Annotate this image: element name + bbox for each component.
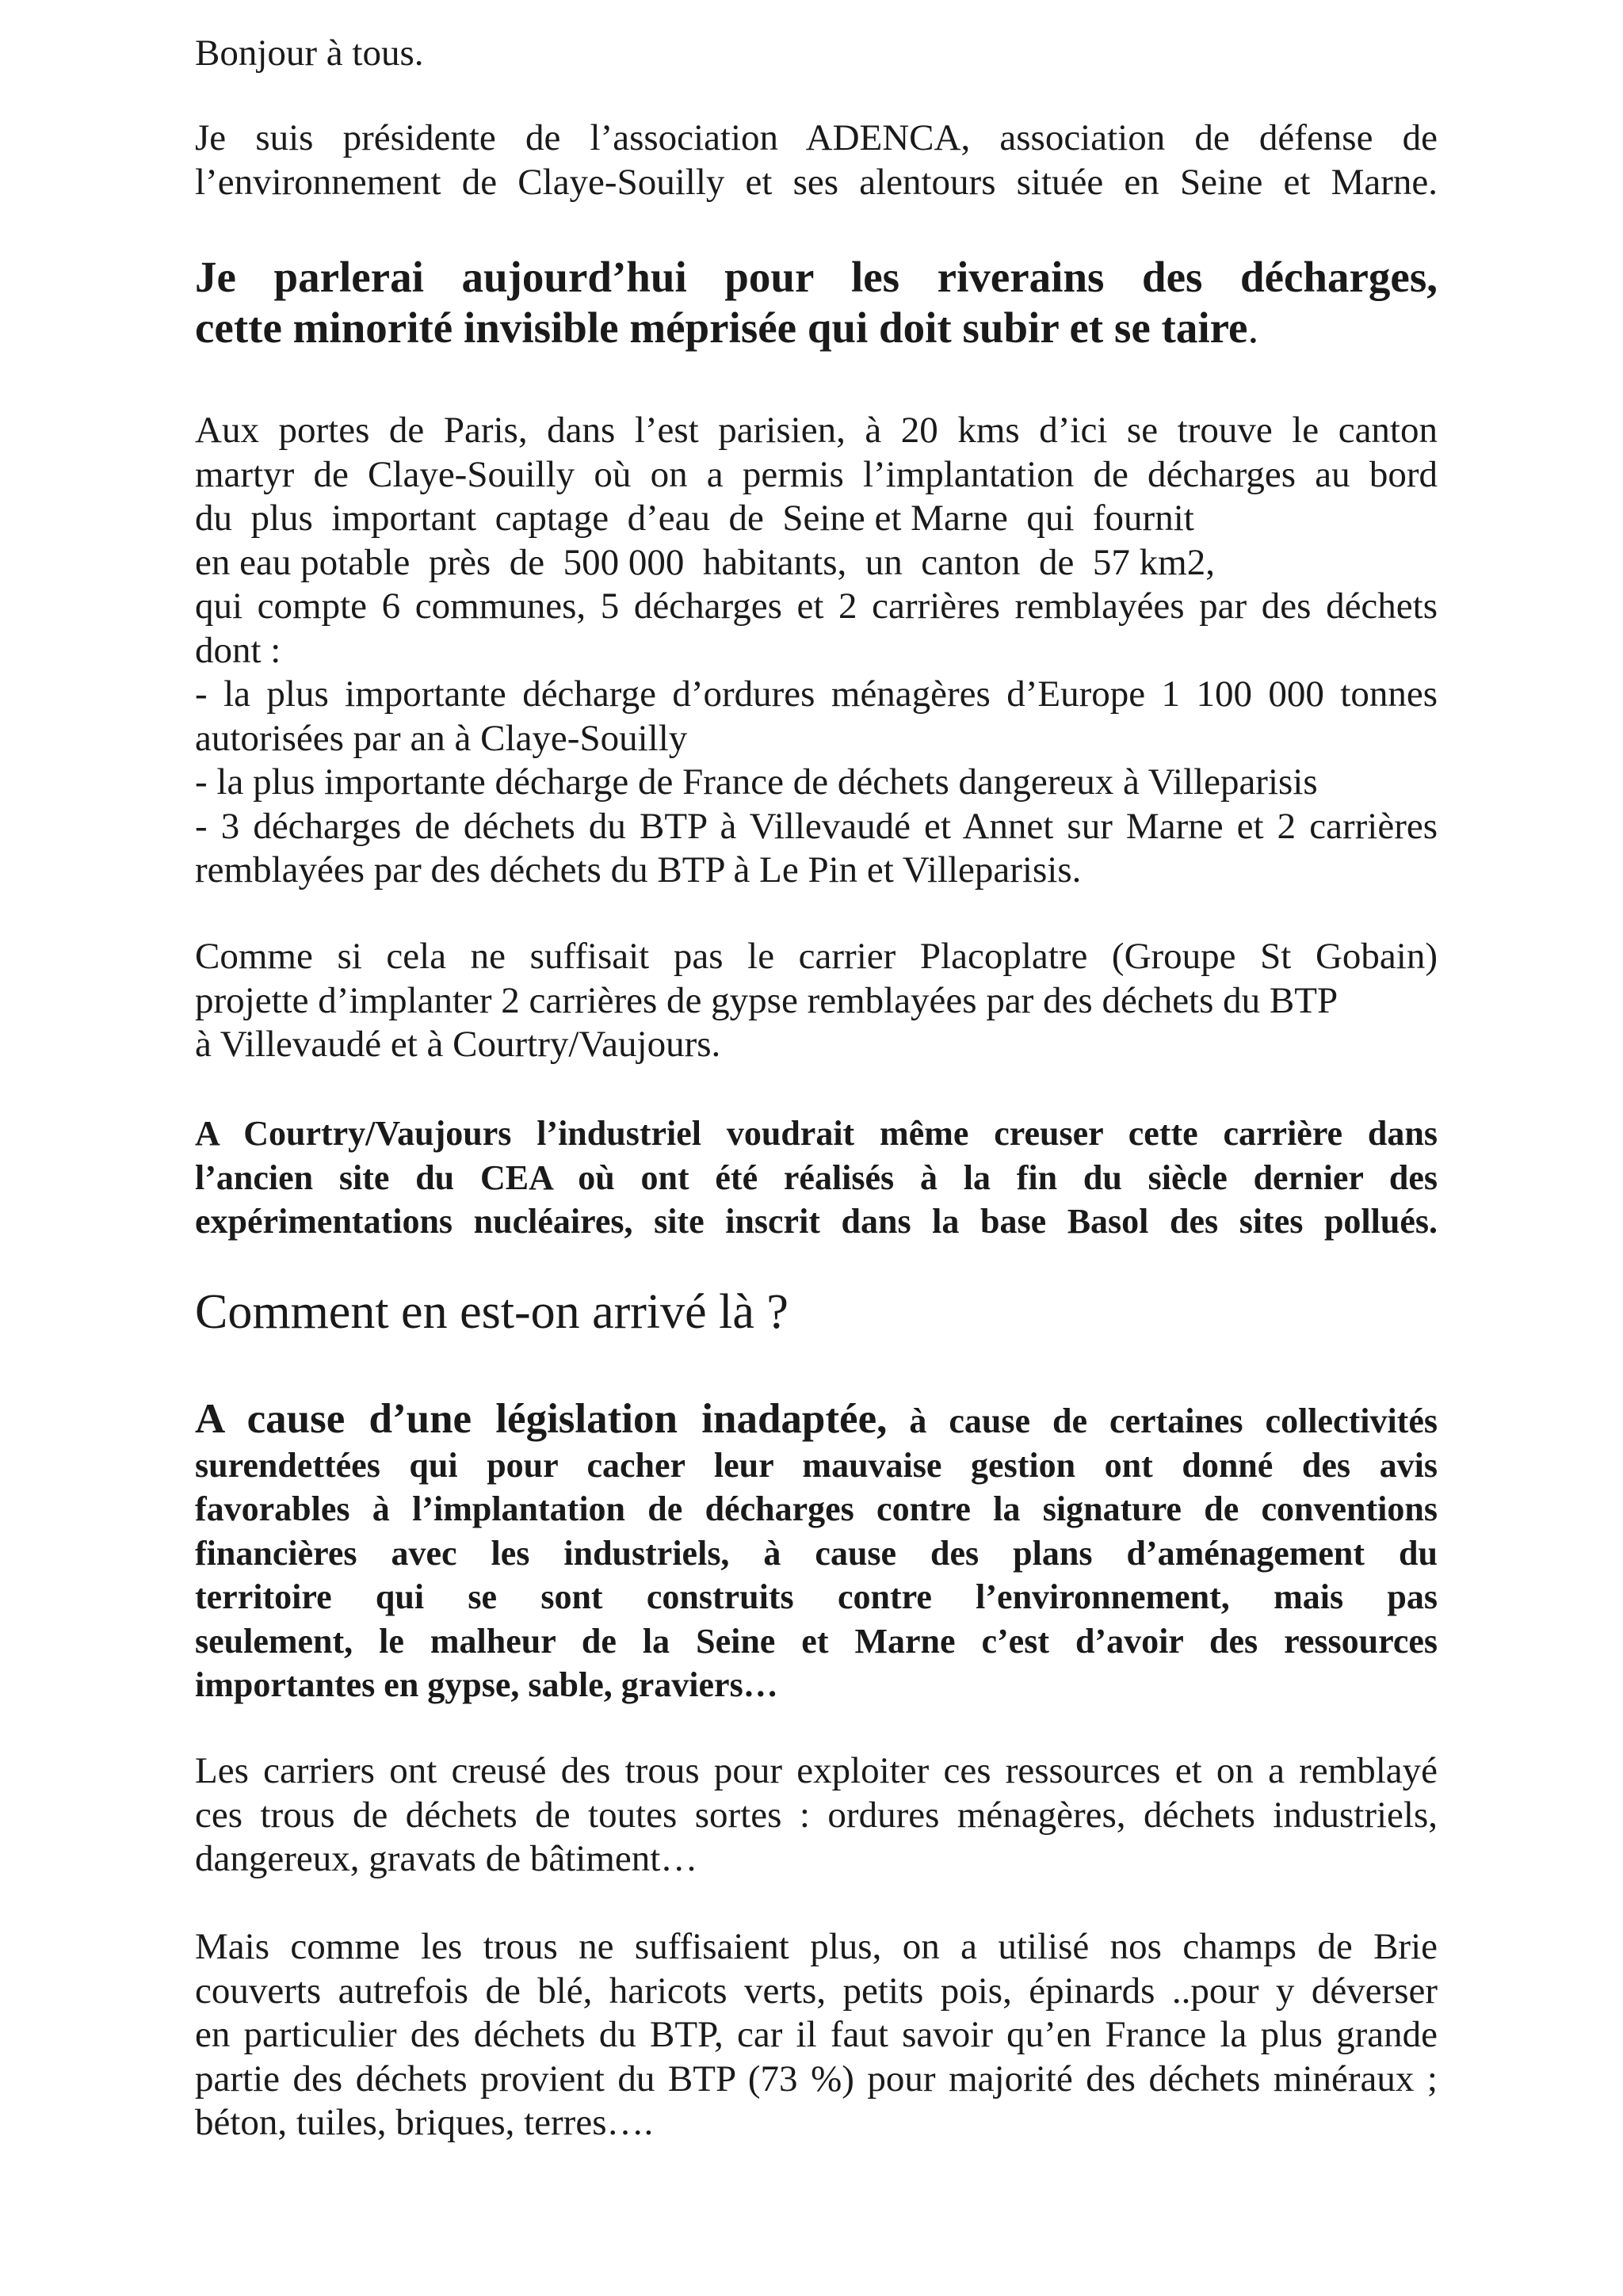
canton-line: martyr de Claye-Souilly où on a permis l’implantation de décharges au bord (195, 453, 1438, 495)
intro-paragraph (195, 116, 1438, 204)
fields-line: en particulier des déchets du BTP, car il faut savoir qu’en France la plus grande (195, 2014, 1438, 2055)
cause-line: territoire qui se sont construits contre l’environnement, mais pas (195, 1577, 1438, 1616)
placoplatre-paragraph (195, 935, 1438, 1067)
fields-line: couverts autrefois de blé, haricots verts, petits pois, épinards ..pour y déverser (195, 1970, 1438, 2012)
cause-paragraph (195, 1398, 1438, 1707)
greeting-line: Bonjour à tous. (195, 32, 424, 74)
fields-line: partie des déchets provient du BTP (73 %) pour majorité des déchets minéraux ; (195, 2058, 1438, 2100)
canton-line: - la plus importante décharge de France de déchets dangereux à Villeparisis (195, 761, 1318, 803)
carriers-line: dangereux, gravats de bâtiment… (195, 1838, 698, 1879)
cea-line: expérimentations nucléaires, site inscrit dans la base Basol des sites pollués. (195, 1202, 1438, 1241)
headline-text: cette minorité invisible méprisée qui doit subir et se taire (195, 303, 1248, 352)
cause-first-rest: à cause de certaines collectivités (887, 1402, 1438, 1440)
cause-line: surendettées qui pour cacher leur mauvaise gestion ont donné des avis (195, 1445, 1438, 1485)
question-heading: Comment en est-on arrivé là ? (195, 1285, 789, 1339)
cause-line (195, 1398, 1438, 1444)
intro-line: l’environnement de Claye-Souilly et ses alentours située en Seine et Marne. (195, 161, 1438, 203)
canton-line: en eau potable près de 500 000 habitants, un canton de 57 km2, (195, 541, 1215, 583)
headline-period: . (1247, 303, 1259, 352)
placoplatre-line: projette d’implanter 2 carrières de gypse remblayées par des déchets du BTP (195, 979, 1338, 1021)
placoplatre-line: Comme si cela ne suffisait pas le carrier Placoplatre (Groupe St Gobain) (195, 936, 1438, 977)
carriers-paragraph (195, 1749, 1438, 1882)
canton-paragraph (195, 409, 1438, 893)
canton-line: du plus important captage d’eau de Seine et Marne qui fournit (195, 498, 1194, 539)
cea-line: A Courtry/Vaujours l’industriel voudrait même creuser cette carrière dans (195, 1114, 1438, 1153)
fields-line: béton, tuiles, briques, terres…. (195, 2102, 654, 2143)
cea-paragraph (195, 1112, 1438, 1244)
headline-line: Je parlerai aujourd’hui pour les riverains des décharges, (195, 253, 1438, 301)
cause-lead: A cause d’une législation inadaptée, (195, 1396, 888, 1442)
fields-line: Mais comme les trous ne suffisaient plus, on a utilisé nos champs de Brie (195, 1926, 1438, 1967)
placoplatre-line: à Villevaudé et à Courtry/Vaujours. (195, 1024, 721, 1065)
cause-line: financières avec les industriels, à cause des plans d’aménagement du (195, 1533, 1438, 1573)
canton-line: - la plus importante décharge d’ordures ménagères d’Europe 1 100 000 tonnes (195, 673, 1438, 715)
canton-line: dont : (195, 629, 281, 671)
fields-paragraph (195, 1925, 1438, 2145)
carriers-line: Les carriers ont creusé des trous pour exploiter ces ressources et on a remblayé (195, 1750, 1438, 1791)
canton-line: - 3 décharges de déchets du BTP à Villevaudé et Annet sur Marne et 2 carrières (195, 805, 1438, 847)
canton-line: autorisées par an à Claye-Souilly (195, 717, 688, 759)
canton-line: qui compte 6 communes, 5 décharges et 2 carrières remblayées par des déchets (195, 585, 1438, 627)
greeting-paragraph (195, 32, 1438, 76)
cause-line: favorables à l’implantation de décharges contre la signature de conventions (195, 1489, 1438, 1528)
cause-line: seulement, le malheur de la Seine et Marne c’est d’avoir des ressources (195, 1621, 1438, 1661)
carriers-line: ces trous de déchets de toutes sortes : ordures ménagères, déchets industriels, (195, 1794, 1438, 1836)
canton-line: Aux portes de Paris, dans l’est parisien, à 20 kms d’ici se trouve le canton (195, 410, 1438, 451)
canton-line: remblayées par des déchets du BTP à Le Pin et Villeparisis. (195, 849, 1082, 891)
cea-line: l’ancien site du CEA où ont été réalisés à la fin du siècle dernier des (195, 1158, 1438, 1197)
cause-line: importantes en gypse, sable, graviers… (195, 1665, 778, 1704)
intro-line: Je suis présidente de l’association ADENCA, association de défense de (195, 117, 1438, 158)
headline-paragraph (195, 252, 1438, 353)
headline-line (195, 303, 1438, 353)
